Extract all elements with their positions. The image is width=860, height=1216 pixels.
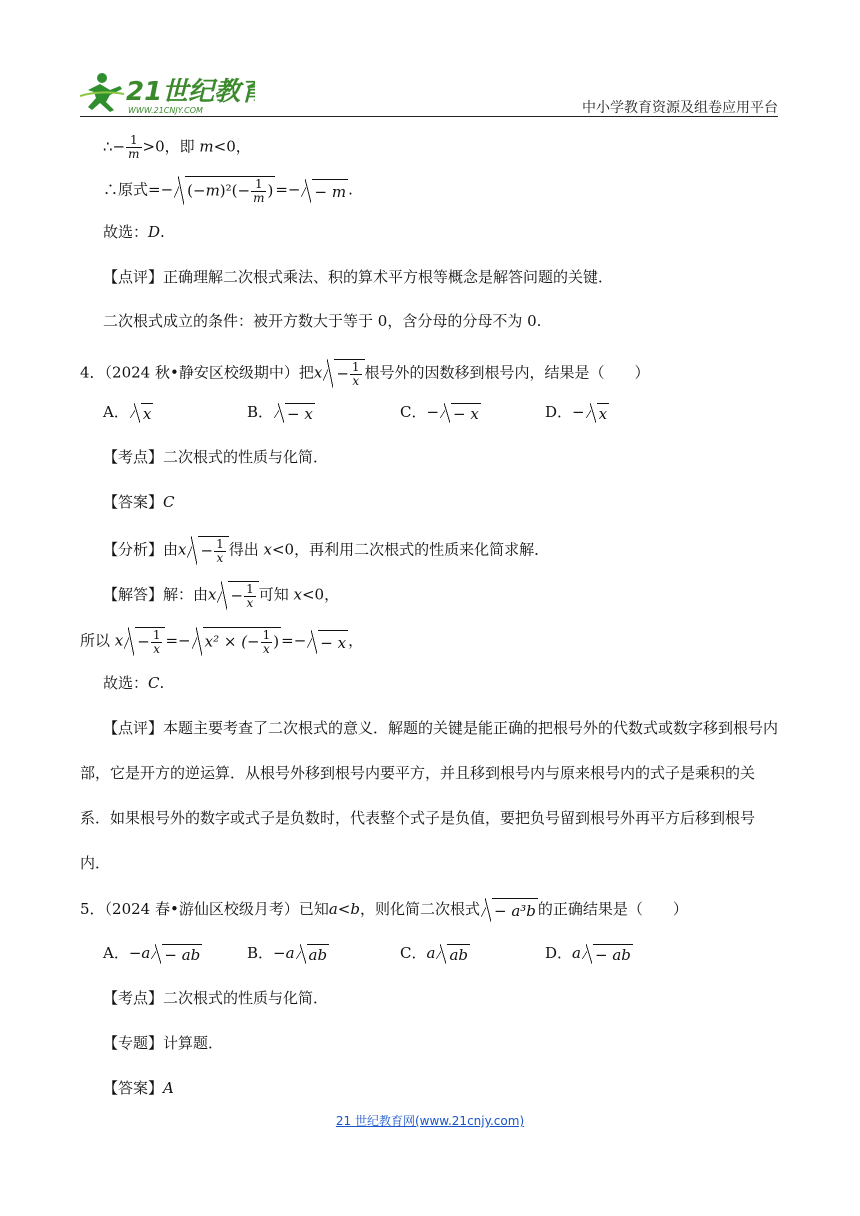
q4-choice: 故选：C. <box>103 674 165 692</box>
q4-option-a: A． x <box>103 403 152 423</box>
q4-comment-2: 部，它是开方的逆运算．从根号外移到根号内要平方，并且移到根号内与原来根号内的式子是乘积的关 <box>80 764 756 782</box>
runner-logo-icon <box>80 70 255 116</box>
prev-line-2: ∴原式=− (−m)²(− $\frac{1}{m}$ ) =− − m . <box>103 177 353 205</box>
prev-comment: 【点评】正确理解二次根式乘法、积的算术平方根等概念是解答问题的关键． <box>103 268 614 286</box>
q5-option-c: C．a ab <box>400 944 468 964</box>
logo-text: 21世纪教育 <box>126 77 255 107</box>
logo <box>80 70 255 116</box>
q5-option-d: D．a − ab <box>545 944 631 964</box>
q4-solution: 【解答】解：由x − $\frac{1}{x}$ 可知 x<0， <box>103 582 340 610</box>
q4-stem: 4．（2024 秋•静安区校级期中）把x − $\frac{1}{x}$ 根号外的因数移到根号内，结果是（ ） <box>80 360 650 388</box>
q4-analysis: 【分析】由x − $\frac{1}{x}$ 得出 x<0，再利用二次根式的性质来化简求解． <box>103 537 550 565</box>
q4-option-c: C．− − x <box>400 403 479 423</box>
prev-condition: 二次根式成立的条件：被开方数大于等于 0，含分母的分母不为 0. <box>103 312 542 330</box>
q5-option-b: B．−a ab <box>247 944 328 964</box>
q4-option-b: B． − x <box>247 403 313 423</box>
footer-link[interactable]: 21 世纪教育网(www.21cnjy.com) <box>335 1114 525 1128</box>
q4-comment-3: 系．如果根号外的数字或式子是负数时，代表整个式子是负值，要把负号留到根号外再平方后移到根号 <box>80 809 756 827</box>
q4-derivation: 所以 x − $\frac{1}{x}$ =− x² × (− $\frac{1}{x}$ ) =− − x ， <box>80 628 364 656</box>
header-divider <box>80 116 778 117</box>
logo-url: WWW.21CNJY.COM <box>128 106 203 115</box>
q4-comment-4: 内． <box>80 854 111 872</box>
q5-option-a: A．−a − ab <box>103 944 201 964</box>
q4-comment-1: 【点评】本题主要考查了二次根式的意义．解题的关键是能正确的把根号外的代数式或数字移到根号内 <box>103 719 779 737</box>
prev-line-1: ∴− $\frac{1}{m}$ >0，即 m<0， <box>103 133 251 161</box>
q5-kaodian: 【考点】二次根式的性质与化简． <box>103 989 329 1007</box>
platform-name: 中小学教育资源及组卷应用平台 <box>582 100 778 116</box>
q5-topic: 【专题】计算题． <box>103 1034 224 1052</box>
q4-kaodian: 【考点】二次根式的性质与化简． <box>103 448 329 466</box>
q4-answer: 【答案】C <box>103 493 175 511</box>
q5-stem: 5．（2024 春•游仙区校级月考）已知a<b，则化简二次根式 − a³b 的正确结果是（ ） <box>80 900 688 920</box>
q4-option-d: D．− x <box>545 403 608 423</box>
prev-line-3: 故选：D. <box>103 223 165 241</box>
q5-answer: 【答案】A <box>103 1079 174 1097</box>
